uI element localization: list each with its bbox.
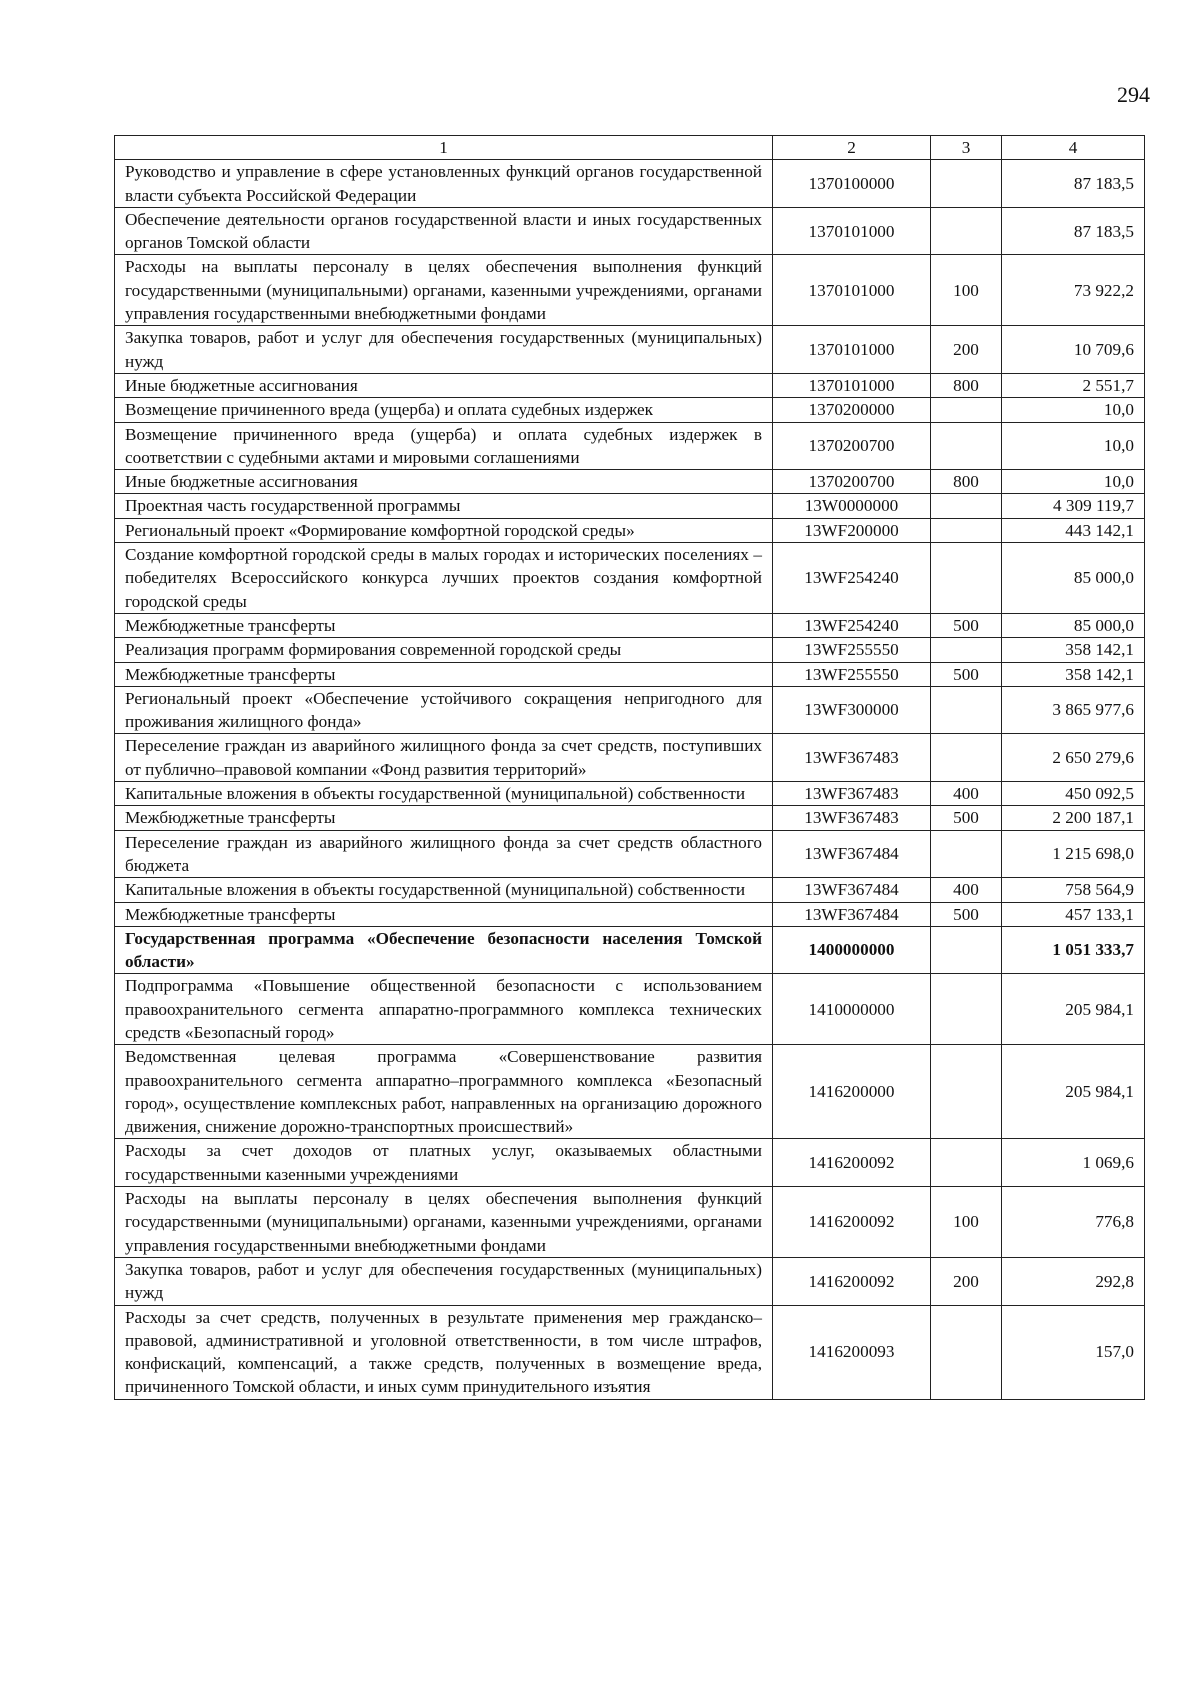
table-row	[115, 830, 1145, 878]
row-code-cell: 1370101000	[773, 207, 931, 255]
row-code-cell: 1370200700	[773, 470, 931, 494]
row-amount-cell: 2 551,7	[1002, 373, 1145, 397]
table-row	[115, 494, 1145, 518]
table-row	[115, 470, 1145, 494]
header-col-3: 3	[931, 136, 1002, 160]
row-name-cell: Обеспечение деятельности органов государственной власти и иных государственных органов Томской области	[115, 207, 773, 255]
row-code-cell: 1370101000	[773, 326, 931, 374]
row-amount-cell: 157,0	[1002, 1305, 1145, 1399]
row-code-cell: 1370100000	[773, 160, 931, 208]
table-body	[115, 160, 1145, 1399]
row-name-cell: Возмещение причиненного вреда (ущерба) и оплата судебных издержек	[115, 398, 773, 422]
row-type-cell	[931, 734, 1002, 782]
table-row	[115, 1305, 1145, 1399]
page-number: 294	[1117, 82, 1150, 107]
row-name-cell: Региональный проект «Формирование комфортной городской среды»	[115, 518, 773, 542]
row-amount-cell: 776,8	[1002, 1187, 1145, 1258]
row-code-cell: 1416200092	[773, 1257, 931, 1305]
row-name-cell: Иные бюджетные ассигнования	[115, 373, 773, 397]
row-type-cell	[931, 422, 1002, 470]
row-amount-cell: 457 133,1	[1002, 902, 1145, 926]
row-name-cell: Руководство и управление в сфере установленных функций органов государственной власти субъекта Российской Федерации	[115, 160, 773, 208]
row-name-cell: Региональный проект «Обеспечение устойчивого сокращения непригодного для проживания жилищного фонда»	[115, 686, 773, 734]
row-amount-cell: 10,0	[1002, 398, 1145, 422]
row-code-cell: 13WF367484	[773, 878, 931, 902]
row-type-cell: 800	[931, 373, 1002, 397]
table-row	[115, 613, 1145, 637]
table-row	[115, 782, 1145, 806]
row-code-cell: 13WF300000	[773, 686, 931, 734]
table-row	[115, 160, 1145, 208]
row-type-cell	[931, 686, 1002, 734]
row-code-cell: 13WF254240	[773, 543, 931, 614]
table-row	[115, 686, 1145, 734]
row-amount-cell: 10,0	[1002, 422, 1145, 470]
row-code-cell: 1416200093	[773, 1305, 931, 1399]
row-type-cell: 100	[931, 255, 1002, 326]
row-code-cell: 13WF367483	[773, 806, 931, 830]
row-amount-cell: 205 984,1	[1002, 1045, 1145, 1139]
header-col-2: 2	[773, 136, 931, 160]
row-name-cell: Закупка товаров, работ и услуг для обеспечения государственных (муниципальных) нужд	[115, 326, 773, 374]
row-name-cell: Возмещение причиненного вреда (ущерба) и оплата судебных издержек в соответствии с судебными актами и мировыми соглашениями	[115, 422, 773, 470]
row-name-cell: Создание комфортной городской среды в малых городах и исторических поселениях – победителях Всероссийского конкурса лучших проектов создания комфортной городской среды	[115, 543, 773, 614]
row-type-cell	[931, 543, 1002, 614]
row-amount-cell: 358 142,1	[1002, 638, 1145, 662]
row-code-cell: 13W0000000	[773, 494, 931, 518]
row-name-cell: Подпрограмма «Повышение общественной безопасности с использованием правоохранительного сегмента аппаратно-программного комплекса технических средств «Безопасный город»	[115, 974, 773, 1045]
table-row	[115, 662, 1145, 686]
table-row	[115, 1045, 1145, 1139]
row-amount-cell: 758 564,9	[1002, 878, 1145, 902]
row-name-cell: Реализация программ формирования современной городской среды	[115, 638, 773, 662]
table-row	[115, 926, 1145, 974]
header-col-4: 4	[1002, 136, 1145, 160]
row-code-cell: 13WF255550	[773, 662, 931, 686]
row-type-cell	[931, 1045, 1002, 1139]
row-name-cell: Проектная часть государственной программы	[115, 494, 773, 518]
header-col-1: 1	[115, 136, 773, 160]
row-type-cell	[931, 830, 1002, 878]
row-type-cell	[931, 974, 1002, 1045]
table-row	[115, 878, 1145, 902]
row-type-cell: 400	[931, 878, 1002, 902]
table-row	[115, 255, 1145, 326]
row-type-cell	[931, 207, 1002, 255]
row-amount-cell: 358 142,1	[1002, 662, 1145, 686]
row-type-cell	[931, 494, 1002, 518]
row-type-cell: 500	[931, 613, 1002, 637]
table-row	[115, 207, 1145, 255]
row-name-cell: Расходы на выплаты персоналу в целях обеспечения выполнения функций государственными (муниципальными) органами, казенными учреждениями, органами управления государственными внебюджетными фондами	[115, 1187, 773, 1258]
row-name-cell: Расходы за счет средств, полученных в результате применения мер гражданско–правовой, административной и уголовной ответственности, в том числе штрафов, конфискаций, компенсаций, а также средств, полученных в возмещение вреда, причиненного Томской области, и иных сумм принудительного изъятия	[115, 1305, 773, 1399]
table-row	[115, 902, 1145, 926]
row-code-cell: 1370101000	[773, 255, 931, 326]
row-type-cell	[931, 518, 1002, 542]
row-amount-cell: 443 142,1	[1002, 518, 1145, 542]
row-code-cell: 13WF367483	[773, 734, 931, 782]
row-amount-cell: 450 092,5	[1002, 782, 1145, 806]
row-name-cell: Капитальные вложения в объекты государственной (муниципальной) собственности	[115, 782, 773, 806]
row-name-cell: Переселение граждан из аварийного жилищного фонда за счет средств, поступивших от публично–правовой компании «Фонд развития территорий»	[115, 734, 773, 782]
table-row	[115, 543, 1145, 614]
row-type-cell	[931, 926, 1002, 974]
row-amount-cell: 1 069,6	[1002, 1139, 1145, 1187]
row-name-cell: Закупка товаров, работ и услуг для обеспечения государственных (муниципальных) нужд	[115, 1257, 773, 1305]
table-row	[115, 734, 1145, 782]
row-amount-cell: 87 183,5	[1002, 160, 1145, 208]
row-code-cell: 1370200700	[773, 422, 931, 470]
row-type-cell	[931, 638, 1002, 662]
row-code-cell: 13WF255550	[773, 638, 931, 662]
row-code-cell: 13WF367483	[773, 782, 931, 806]
row-name-cell: Переселение граждан из аварийного жилищного фонда за счет средств областного бюджета	[115, 830, 773, 878]
row-amount-cell: 292,8	[1002, 1257, 1145, 1305]
row-code-cell: 1370200000	[773, 398, 931, 422]
table-row	[115, 1139, 1145, 1187]
row-code-cell: 13WF367484	[773, 830, 931, 878]
row-name-cell: Капитальные вложения в объекты государственной (муниципальной) собственности	[115, 878, 773, 902]
row-name-cell: Расходы на выплаты персоналу в целях обеспечения выполнения функций государственными (муниципальными) органами, казенными учреждениями, органами управления государственными внебюджетными фондами	[115, 255, 773, 326]
row-code-cell: 13WF367484	[773, 902, 931, 926]
row-code-cell: 1416200000	[773, 1045, 931, 1139]
table-row	[115, 1187, 1145, 1258]
row-name-cell: Межбюджетные трансферты	[115, 806, 773, 830]
table-row	[115, 974, 1145, 1045]
row-amount-cell: 2 650 279,6	[1002, 734, 1145, 782]
row-code-cell: 1410000000	[773, 974, 931, 1045]
row-code-cell: 1400000000	[773, 926, 931, 974]
row-type-cell: 800	[931, 470, 1002, 494]
row-type-cell: 100	[931, 1187, 1002, 1258]
row-amount-cell: 1 051 333,7	[1002, 926, 1145, 974]
row-amount-cell: 2 200 187,1	[1002, 806, 1145, 830]
row-type-cell	[931, 1139, 1002, 1187]
row-amount-cell: 85 000,0	[1002, 543, 1145, 614]
row-type-cell: 500	[931, 662, 1002, 686]
row-name-cell: Межбюджетные трансферты	[115, 902, 773, 926]
row-amount-cell: 1 215 698,0	[1002, 830, 1145, 878]
row-name-cell: Расходы за счет доходов от платных услуг, оказываемых областными государственными казенными учреждениями	[115, 1139, 773, 1187]
table-row	[115, 518, 1145, 542]
row-name-cell: Иные бюджетные ассигнования	[115, 470, 773, 494]
row-code-cell: 1416200092	[773, 1139, 931, 1187]
row-amount-cell: 10,0	[1002, 470, 1145, 494]
table-row	[115, 326, 1145, 374]
table-row	[115, 1257, 1145, 1305]
row-code-cell: 13WF254240	[773, 613, 931, 637]
row-type-cell: 500	[931, 902, 1002, 926]
row-code-cell: 1370101000	[773, 373, 931, 397]
row-name-cell: Государственная программа «Обеспечение безопасности населения Томской области»	[115, 926, 773, 974]
row-type-cell	[931, 398, 1002, 422]
row-name-cell: Межбюджетные трансферты	[115, 613, 773, 637]
row-name-cell: Межбюджетные трансферты	[115, 662, 773, 686]
row-amount-cell: 4 309 119,7	[1002, 494, 1145, 518]
row-type-cell: 400	[931, 782, 1002, 806]
table-header	[115, 136, 1145, 160]
row-type-cell: 200	[931, 1257, 1002, 1305]
table-row	[115, 373, 1145, 397]
row-amount-cell: 205 984,1	[1002, 974, 1145, 1045]
row-amount-cell: 10 709,6	[1002, 326, 1145, 374]
row-type-cell	[931, 1305, 1002, 1399]
row-amount-cell: 85 000,0	[1002, 613, 1145, 637]
budget-table	[114, 135, 1145, 1400]
row-type-cell	[931, 160, 1002, 208]
table-row	[115, 398, 1145, 422]
row-name-cell: Ведомственная целевая программа «Совершенствование развития правоохранительного сегмента аппаратно–программного комплекса «Безопасный город», осуществление комплексных работ, направленных на организацию дорожного движения, снижение дорожно-транспортных происшествий»	[115, 1045, 773, 1139]
row-code-cell: 13WF200000	[773, 518, 931, 542]
row-amount-cell: 87 183,5	[1002, 207, 1145, 255]
table-row	[115, 422, 1145, 470]
row-code-cell: 1416200092	[773, 1187, 931, 1258]
row-type-cell: 200	[931, 326, 1002, 374]
row-amount-cell: 73 922,2	[1002, 255, 1145, 326]
row-amount-cell: 3 865 977,6	[1002, 686, 1145, 734]
row-type-cell: 500	[931, 806, 1002, 830]
header-row	[115, 136, 1145, 160]
table-row	[115, 806, 1145, 830]
table-row	[115, 638, 1145, 662]
